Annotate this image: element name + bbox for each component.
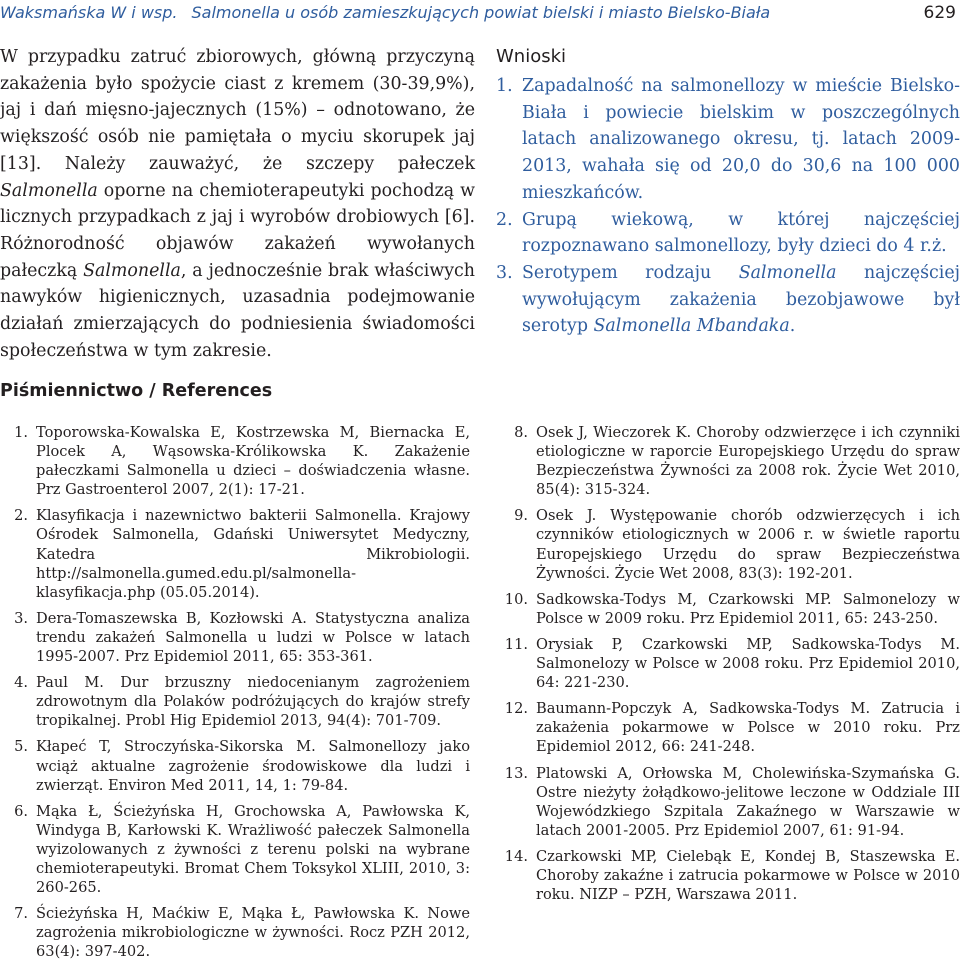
reference-number: 6. [14, 802, 28, 820]
conclusion-item-3 [496, 260, 960, 340]
reference-item [0, 802, 470, 897]
references-right-column [496, 423, 960, 911]
body-text-1: W przypadku zatruć zbiorowych, główną przyczyną zakażenia było spożycie ciast z kremem (30-39,9%), jaj i dań mięsno-jajecznych (15%) – odnotowano, że większość osób nie pamiętała o myciu skorupek jaj [13]. Należy zauważyć, że szczepy pałeczek [0, 47, 475, 174]
reference-item [496, 506, 960, 582]
reference-number: 12. [504, 700, 528, 718]
reference-number: 10. [504, 590, 528, 608]
reference-number: 3. [14, 609, 28, 627]
reference-text: Sadkowska-Todys M, Czarkowski MP. Salmonelozy w Polsce w 2009 roku. Prz Epidemiol 2011, 65: 243-250. [536, 590, 960, 627]
body-text-column [0, 44, 475, 364]
reference-text: Osek J, Wieczorek K. Choroby odzwierzęce i ich czynniki etiologiczne w raporcie Europejskiego Urzędu do spraw Bezpieczeństwa Żywności za 2008 rok. Życie Wet 2010, 85(4): 315-324. [536, 424, 960, 499]
body-italic-genus-2: Salmonella [83, 260, 181, 281]
body-italic-genus-1: Salmonella [0, 180, 98, 201]
conclusions-heading: Wnioski [496, 46, 567, 67]
reference-item [496, 590, 960, 628]
conclusion-italic-serotype: Salmonella Mbandaka [593, 316, 790, 337]
reference-number: 14. [504, 847, 528, 865]
reference-text: Osek J. Występowanie chorób odzwierzęcych i ich czynników etiologicznych w 2006 r. w świetle raportu Europejskiego Urzędu do spraw Bezpieczeństwa Żywności. Życie Wet 2008, 83(3): 192-201. [536, 507, 960, 582]
references-left-column [0, 423, 470, 968]
reference-text: Ścieżyńska H, Maćkiw E, Mąka Ł, Pawłowska K. Nowe zagrożenia mikrobiologiczne w żywności. Rocz PZH 2012, 63(4): 397-402. [36, 905, 470, 961]
reference-number: 9. [514, 507, 528, 525]
reference-text: Paul M. Dur brzuszny niedocenianym zagrożeniem zdrowotnym dla Polaków podróżujących do krajów strefy tropikalnej. Probl Hig Epidemiol 2013, 94(4): 701-709. [36, 674, 470, 730]
conclusion-text [522, 260, 960, 340]
header-title: Salmonella u osób zamieszkujących powiat bielski i miasto Bielsko-Biała [191, 3, 771, 22]
reference-number: 8. [514, 424, 528, 441]
body-paragraph [0, 44, 475, 364]
reference-number: 2. [14, 507, 28, 525]
running-header-left [0, 0, 770, 26]
reference-text: Dera-Tomaszewska B, Kozłowski A. Statystyczna analiza trendu zakażeń Salmonella u ludzi w Polsce w latach 1995-2007. Prz Epidemiol 2011, 65: 353-361. [36, 609, 470, 666]
conclusion-text-part: Serotypem rodzaju [522, 262, 739, 283]
reference-item [496, 423, 960, 499]
reference-item [0, 737, 470, 794]
body-text-2: oporne na chemioterapeutyki pochodzą w licznych przypadkach z jaj i wyrobów drobiowych [6]. Różnorodność objawów zakażeń wywołanych pałeczką [0, 180, 475, 281]
conclusion-number: 1. [496, 76, 513, 96]
conclusion-text-part: . [789, 316, 796, 337]
reference-text: Kłapeć T, Stroczyńska-Sikorska M. Salmonellozy jako wciąż aktualne zagrożenie środowiskowe dla ludzi i zwierząt. Environ Med 2011, 14, 1: 79-84. [36, 738, 470, 794]
reference-number: 13. [504, 764, 528, 782]
conclusion-text: Grupą wiekową, w której najczęściej rozpoznawano salmonellozy, były dzieci do 4 r.ż. [522, 209, 960, 257]
body-text-3: , a jednocześnie brak właściwych nawyków higienicznych, uzasadnia podejmowanie działań zmierzających do podniesienia świadomości społeczeństwa w tym zakresie. [0, 260, 475, 361]
reference-text: Klasyfikacja i nazewnictwo bakterii Salmonella. Krajowy Ośrodek Salmonella, Gdański Uniwersytet Medyczny, Katedra Mikrobiologii. http://salmonella.gumed.edu.pl/salmonella-klasyfikacja.php (05.05.2014). [36, 507, 470, 601]
page-number: 629 [923, 3, 956, 23]
conclusion-italic-genus: Salmonella [738, 262, 837, 283]
conclusions-section [496, 44, 960, 340]
reference-item [496, 764, 960, 840]
reference-number: 1. [14, 424, 28, 441]
conclusion-number: 2. [496, 209, 513, 230]
reference-number: 11. [504, 635, 528, 653]
reference-number: 7. [14, 905, 28, 923]
reference-item [496, 635, 960, 692]
header-authors: Waksmańska W i wsp. [0, 3, 178, 22]
reference-text: Toporowska-Kowalska E, Kostrzewska M, Biernacka E, Plocek A, Wąsowska-Królikowska K. Zakażenie pałeczkami Salmonella u dzieci – doświadczenia własne. Prz Gastroenterol 2007, 2(1): 17-21. [36, 424, 470, 499]
reference-text: Orysiak P, Czarkowski MP, Sadkowska-Todys M. Salmonelozy w Polsce w 2008 roku. Prz Epidemiol 2010, 64: 221-230. [536, 635, 960, 692]
conclusion-item-2 [496, 207, 960, 260]
reference-text: Czarkowski MP, Cielebąk E, Kondej B, Staszewska E. Choroby zakaźne i zatrucia pokarmowe w Polsce w 2010 roku. NIZP – PZH, Warszawa 2011. [536, 847, 960, 904]
reference-item [0, 904, 470, 961]
conclusion-number: 3. [496, 262, 513, 283]
conclusion-text: Zapadalność na salmonellozy w mieście Bielsko-Biała i powiecie bielskim w poszczególnych latach analizowanego okresu, tj. latach 2009-2013, wahała się od 20,0 do 30,6 na 100 000 mieszkańców. [522, 76, 960, 203]
reference-item [496, 847, 960, 904]
reference-number: 4. [14, 674, 28, 692]
reference-item [0, 506, 470, 601]
reference-text: Platowski A, Orłowska M, Cholewińska-Szymańska G. Ostre nieżyty żołądkowo-jelitowe leczone w Oddziale III Wojewódzkiego Szpitala Zakaźnego w Warszawie w latach 2001-2005. Prz Epidemiol 2007, 61: 91-94. [536, 764, 960, 839]
references-heading: Piśmiennictwo / References [0, 381, 273, 401]
reference-item [0, 609, 470, 666]
reference-text: Mąka Ł, Ścieżyńska H, Grochowska A, Pawłowska K, Windyga B, Karłowski K. Wrażliwość pałeczek Salmonella wyizolowanych z żywności z terenu polski na wybrane chemioterapeutyki. Bromat Chem Toksykol XLIII, 2010, 3: 260-265. [36, 802, 470, 897]
reference-item [496, 699, 960, 756]
conclusion-item-1 [496, 73, 960, 207]
reference-item [0, 673, 470, 730]
reference-item [0, 423, 470, 499]
running-header [0, 0, 960, 30]
reference-text: Baumann-Popczyk A, Sadkowska-Todys M. Zatrucia i zakażenia pokarmowe w Polsce w 2010 roku. Prz Epidemiol 2012, 66: 241-248. [536, 700, 960, 756]
reference-number: 5. [14, 738, 28, 756]
conclusion-text-part: najczęściej wywołującym zakażenia bezobjawowe był serotyp [522, 262, 960, 337]
